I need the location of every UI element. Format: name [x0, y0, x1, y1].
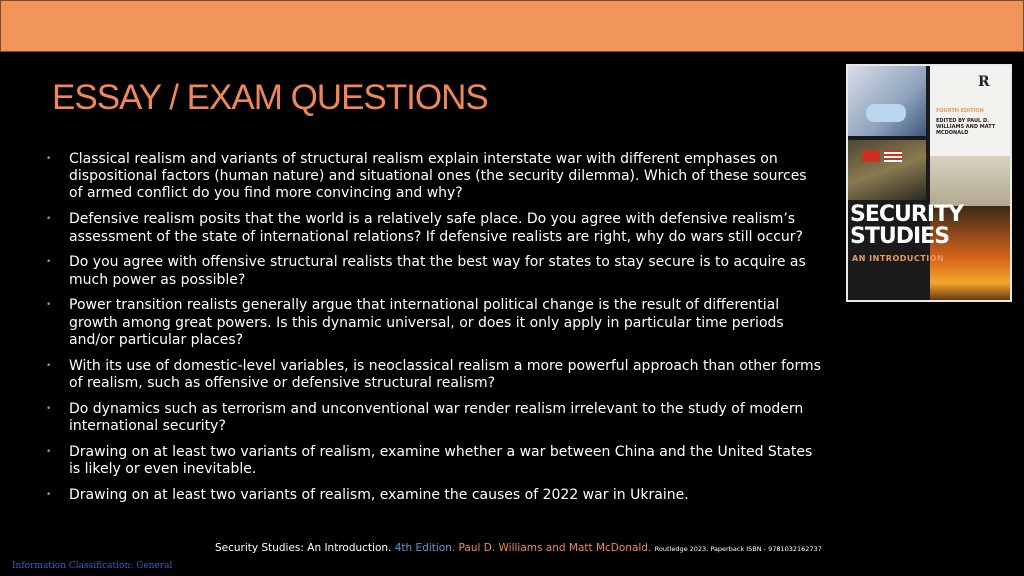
list-item	[44, 297, 824, 349]
list-item	[44, 358, 824, 392]
cover-title	[850, 204, 963, 248]
question-text: Do dynamics such as terrorism and unconventional war render realism irrelevant to the study of modern international security?	[69, 400, 804, 435]
usa-flag-icon	[884, 150, 902, 162]
cover-edition: FOURTH EDITION	[936, 108, 984, 114]
list-item	[44, 444, 824, 478]
question-list	[44, 151, 824, 513]
question-text: Defensive realism posits that the world is a relatively safe place. Do you agree with defensive realism’s assessment of the state of international relations? If defensive realists are right, why do wars still occur?	[69, 211, 803, 245]
face-mask-shape	[866, 104, 906, 122]
china-flag-icon	[862, 150, 880, 162]
citation-edition: 4th Edition.	[394, 542, 456, 554]
book-cover-image	[846, 64, 1012, 302]
bullet-icon: •	[46, 214, 52, 225]
question-text: Do you agree with offensive structural realists that the best way for states to stay secure is to acquire as much power as possible?	[69, 254, 806, 288]
list-item	[44, 487, 824, 504]
list-item	[44, 254, 824, 288]
question-text: Power transition realists generally argue that international political change is the result of differential growth among great powers. Is this dynamic universal, or does it only apply in particular time periods and/or particular places?	[69, 297, 784, 348]
question-text: With its use of domestic-level variables, is neoclassical realism a more powerful approach than other forms of realism, such as offensive or defensive structural realism?	[69, 357, 821, 391]
bullet-icon: •	[46, 360, 52, 371]
publisher-logo-icon: R	[978, 74, 990, 90]
list-item	[44, 401, 824, 435]
cover-photo-haze	[930, 156, 1012, 206]
classification-label: Information Classification: General	[12, 561, 173, 571]
cover-title-line2: STUDIES	[850, 224, 950, 249]
question-text: Drawing on at least two variants of realism, examine whether a war between China and the United States is likely or even inevitable.	[69, 443, 813, 478]
question-text: Classical realism and variants of structural realism explain interstate war with different emphases on dispositional factors (human nature) and situational ones (the security dilemma). Which of these sources of armed conflict do you find more convincing and why?	[69, 151, 807, 202]
list-item	[44, 211, 824, 245]
citation-authors: Paul D. Williams and Matt McDonald.	[458, 542, 652, 554]
list-item	[44, 151, 824, 203]
question-text: Drawing on at least two variants of realism, examine the causes of 2022 war in Ukraine.	[69, 487, 689, 504]
top-banner	[0, 0, 1024, 52]
citation-title: Security Studies: An Introduction.	[215, 542, 392, 554]
bullet-icon: •	[46, 446, 52, 457]
bullet-icon: •	[46, 490, 52, 501]
bullet-icon: •	[46, 154, 52, 164]
cover-editors: EDITED BY PAUL D. WILLIAMS AND MATT MCDONALD	[936, 118, 996, 136]
cover-photo-medical	[848, 66, 926, 136]
cover-subtitle: AN INTRODUCTION	[852, 254, 945, 263]
citation-details: Routledge 2023. Paperback ISBN - 9781032162737	[654, 545, 822, 553]
cover-photo-flags	[848, 140, 926, 200]
cover-title-line1: SECURITY	[850, 202, 963, 227]
slide-title: ESSAY / EXAM QUESTIONS	[52, 78, 488, 117]
bullet-icon: •	[46, 403, 52, 414]
bullet-icon: •	[46, 257, 52, 268]
book-citation	[215, 542, 822, 554]
bullet-icon: •	[46, 300, 52, 311]
